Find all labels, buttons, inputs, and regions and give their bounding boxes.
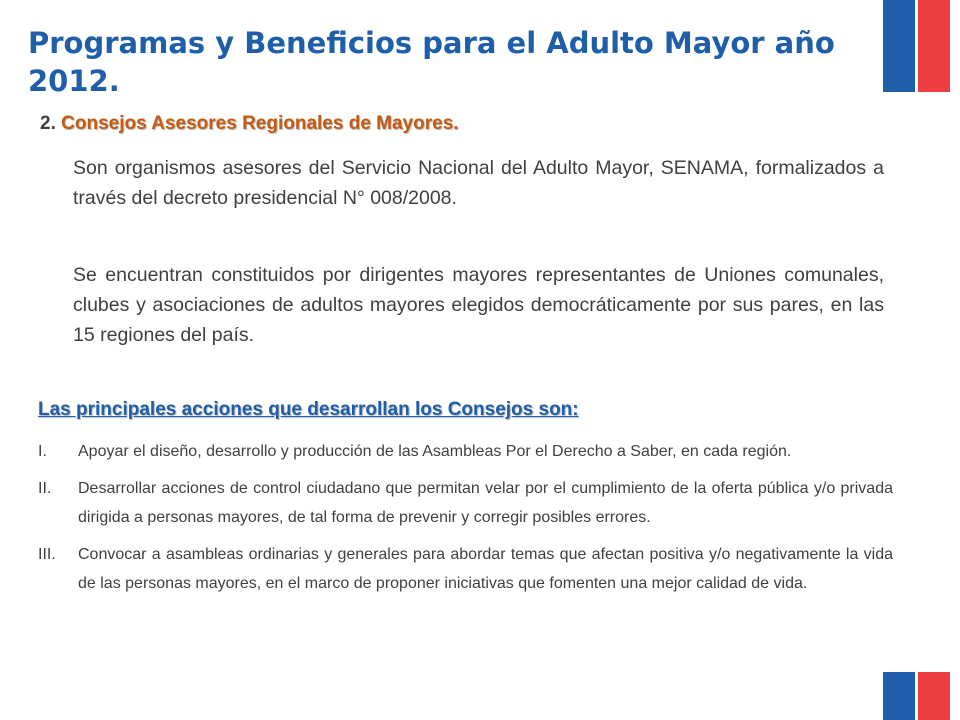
actions-list xyxy=(38,437,893,606)
flag-decoration-top xyxy=(883,0,950,92)
action-text: Desarrollar acciones de control ciudadano que permitan velar por el cumplimiento de la oferta pública y/o privada dirigida a personas mayores, de tal forma de prevenir y corregir posibles errores. xyxy=(78,480,893,526)
paragraph-senama: Son organismos asesores del Servicio Nacional del Adulto Mayor, SENAMA, formalizados a través del decreto presidencial N° 008/2008. xyxy=(73,157,884,209)
action-numeral: I. xyxy=(38,443,47,460)
section-number: 2. xyxy=(40,113,56,134)
action-item xyxy=(38,474,893,532)
flag-decoration-bottom xyxy=(883,672,950,720)
actions-heading: Las principales acciones que desarrollan los Consejos son: xyxy=(38,399,579,420)
action-text: Apoyar el diseño, desarrollo y producción de las Asambleas Por el Derecho a Saber, en cada región. xyxy=(78,443,792,460)
action-item xyxy=(38,437,893,466)
flag-red-stripe xyxy=(918,0,950,92)
action-numeral: III. xyxy=(38,546,56,563)
action-item xyxy=(38,540,893,598)
slide-title: Programas y Beneficios para el Adulto Mayor año 2012. xyxy=(28,26,835,98)
section-heading xyxy=(40,113,459,135)
action-text: Convocar a asambleas ordinarias y generales para abordar temas que afectan positiva y/o negativamente la vida de las personas mayores, en el marco de proponer iniciativas que fomenten una mejor calidad de vida. xyxy=(78,546,893,592)
flag-blue-stripe xyxy=(883,672,915,720)
section-title: Consejos Asesores Regionales de Mayores. xyxy=(61,113,459,134)
paragraph-composition: Se encuentran constituidos por dirigentes mayores representantes de Uniones comunales, clubes y asociaciones de adultos mayores elegidos democráticamente por sus pares, en las 15 regiones del país. xyxy=(73,264,884,346)
action-numeral: II. xyxy=(38,480,52,497)
flag-blue-stripe xyxy=(883,0,915,92)
flag-red-stripe xyxy=(918,672,950,720)
